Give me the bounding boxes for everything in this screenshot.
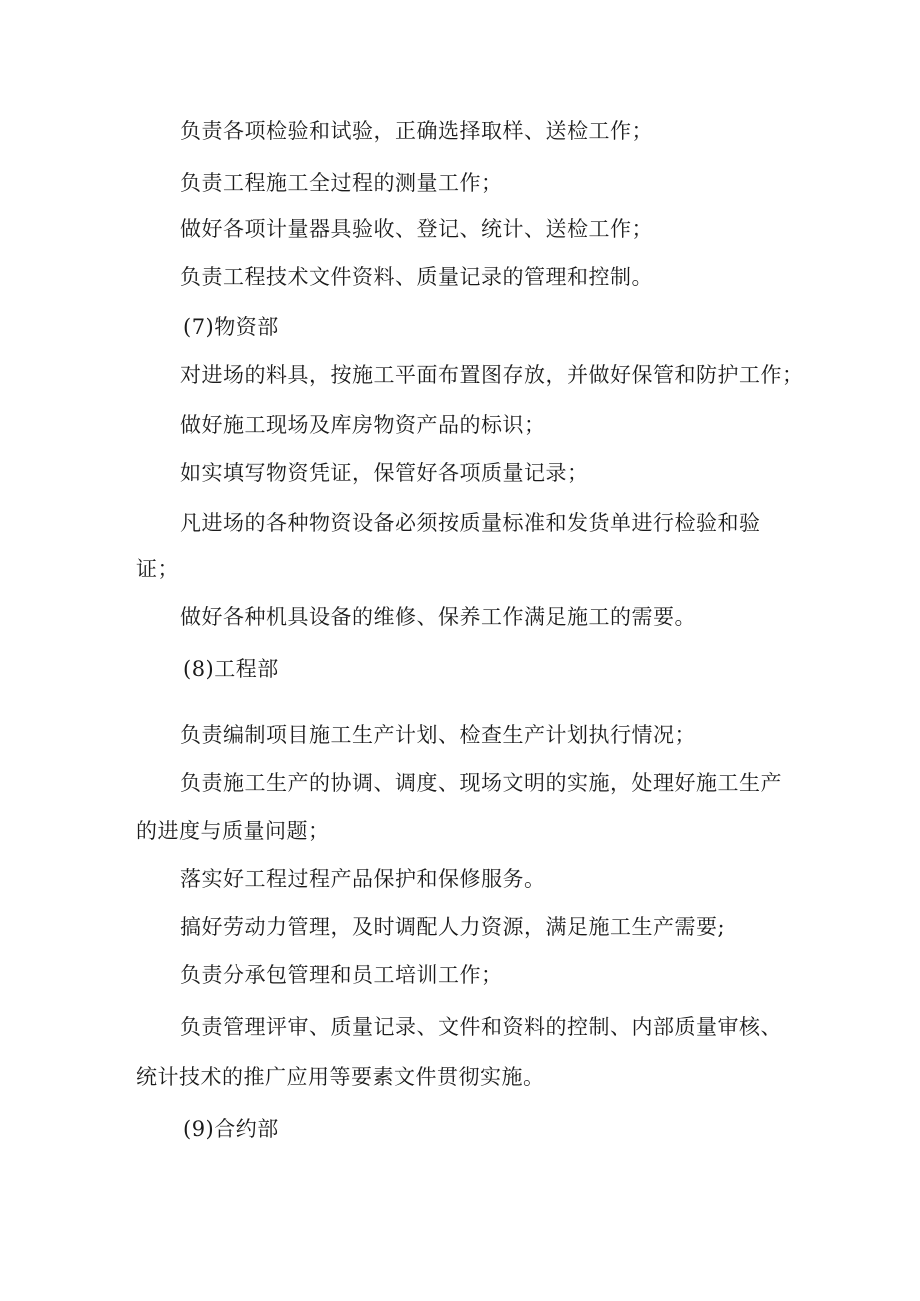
paragraph-line: 负责施工生产的协调、调度、现场文明的实施，处理好施工生产 [180, 771, 782, 795]
section-heading-engineering: (8)工程部 [183, 657, 279, 681]
paragraph-line-continuation: 的进度与质量问题； [136, 819, 330, 843]
paragraph-line-continuation: 统计技术的推广应用等要素文件贯彻实施。 [136, 1065, 545, 1089]
paragraph-line: 落实好工程过程产品保护和保修服务。 [180, 867, 546, 891]
paragraph-line: 做好施工现场及库房物资产品的标识； [180, 413, 546, 437]
paragraph-line: 搞好劳动力管理，及时调配人力资源，满足施工生产需要; [180, 915, 726, 939]
paragraph-line: 做好各项计量器具验收、登记、统计、送检工作； [180, 217, 653, 241]
section-heading-contracts: (9)合约部 [183, 1117, 279, 1141]
paragraph-line: 做好各种机具设备的维修、保养工作满足施工的需要。 [180, 605, 696, 629]
paragraph-line: 凡进场的各种物资设备必须按质量标准和发货单进行检验和验 [180, 511, 761, 535]
paragraph-line: 如实填写物资凭证，保管好各项质量记录； [180, 461, 589, 485]
paragraph-line: 负责分承包管理和员工培训工作； [180, 963, 503, 987]
paragraph-line: 对进场的料具，按施工平面布置图存放，并做好保管和防护工作； [180, 363, 804, 387]
section-heading-materials: (7)物资部 [183, 315, 279, 339]
paragraph-line-continuation: 证； [136, 557, 179, 581]
paragraph-line: 负责管理评审、质量记录、文件和资料的控制、内部质量审核、 [180, 1015, 782, 1039]
paragraph-line: 负责工程施工全过程的测量工作； [180, 171, 503, 195]
paragraph-line: 负责编制项目施工生产计划、检查生产计划执行情况； [180, 723, 696, 747]
paragraph-line: 负责工程技术文件资料、质量记录的管理和控制。 [180, 265, 653, 289]
paragraph-line: 负责各项检验和试验，正确选择取样、送检工作； [180, 119, 653, 143]
